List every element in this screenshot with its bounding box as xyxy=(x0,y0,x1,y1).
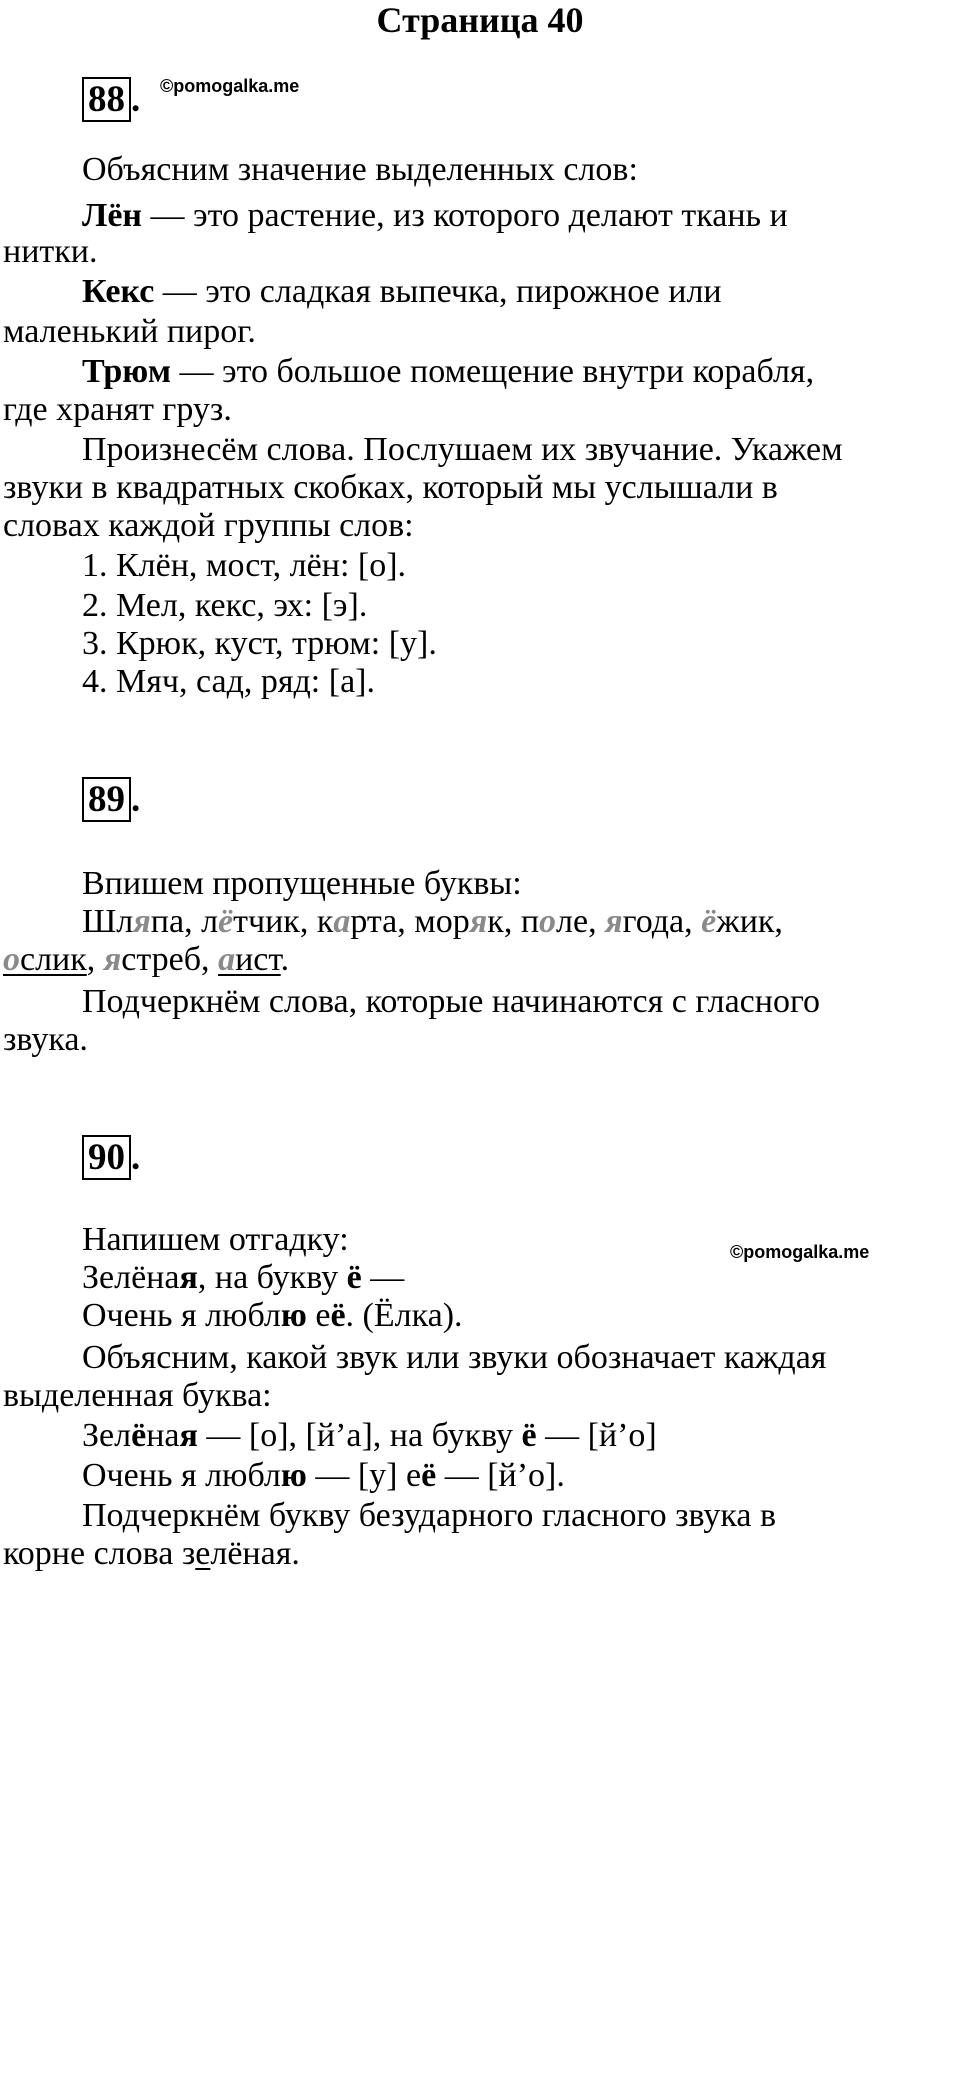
t88-def-1: Лён — это растение, из которого делают ткань и xyxy=(82,197,788,234)
watermark: ©pomogalka.me xyxy=(160,76,300,96)
list-item: 3. Крюк, куст, трюм: [у]. xyxy=(82,625,437,662)
t89-para-2: звука. xyxy=(3,1021,88,1058)
t90-riddle-1: Зелёная, на букву ё — xyxy=(82,1259,405,1296)
t90-underline-1: Подчеркнём букву безударного гласного звука в xyxy=(82,1497,777,1534)
t90-intro: Напишем отгадку: xyxy=(82,1221,349,1258)
t90-riddle-2: Очень я люблю её. (Ёлка). xyxy=(82,1297,463,1334)
t88-intro: Объясним значение выделенных слов: xyxy=(82,151,638,188)
t88-def-1-cont: нитки. xyxy=(3,233,98,270)
task-89-number: 89 . xyxy=(82,780,140,820)
t88-def-2: Кекс — это сладкая выпечка, пирожное или xyxy=(82,273,722,310)
list-item: 2. Мел, кекс, эх: [э]. xyxy=(82,587,368,624)
t89-words-1: Шляпа, лётчик, карта, моряк, поле, ягода, ёжик, xyxy=(82,903,783,940)
t90-underline-2: корне слова зелёная. xyxy=(3,1535,300,1572)
t88-def-3: Трюм — это большое помещение внутри корабля, xyxy=(82,353,815,390)
t88-para-2: звуки в квадратных скобках, который мы услышали в xyxy=(3,469,778,506)
t89-para-1: Подчеркнём слова, которые начинаются с гласного xyxy=(82,983,821,1020)
t89-words-2: ослик, ястреб, аист. xyxy=(3,941,290,978)
list-item: 1. Клён, мост, лён: [о]. xyxy=(82,547,407,584)
t88-def-2-cont: маленький пирог. xyxy=(3,313,256,350)
t90-answer-1: Зелёная — [о], [й’а], на букву ё — [й’о] xyxy=(82,1417,657,1454)
task-90-number: 90 . xyxy=(82,1138,140,1178)
t90-answer-2: Очень я люблю — [у] её — [й’о]. xyxy=(82,1457,565,1494)
t88-para-3: словах каждой группы слов: xyxy=(3,507,414,544)
page-title: Страница 40 xyxy=(376,0,584,40)
t88-para-1: Произнесём слова. Послушаем их звучание. Укажем xyxy=(82,431,843,468)
t90-explain-1: Объясним, какой звук или звуки обозначает каждая xyxy=(82,1339,827,1376)
watermark: ©pomogalka.me xyxy=(730,1242,870,1262)
t89-intro: Впишем пропущенные буквы: xyxy=(82,865,522,902)
task-88-number: 88 . xyxy=(82,80,140,120)
list-item: 4. Мяч, сад, ряд: [а]. xyxy=(82,663,375,700)
t90-explain-2: выделенная буква: xyxy=(3,1377,272,1414)
t88-def-3-cont: где хранят груз. xyxy=(3,391,232,428)
